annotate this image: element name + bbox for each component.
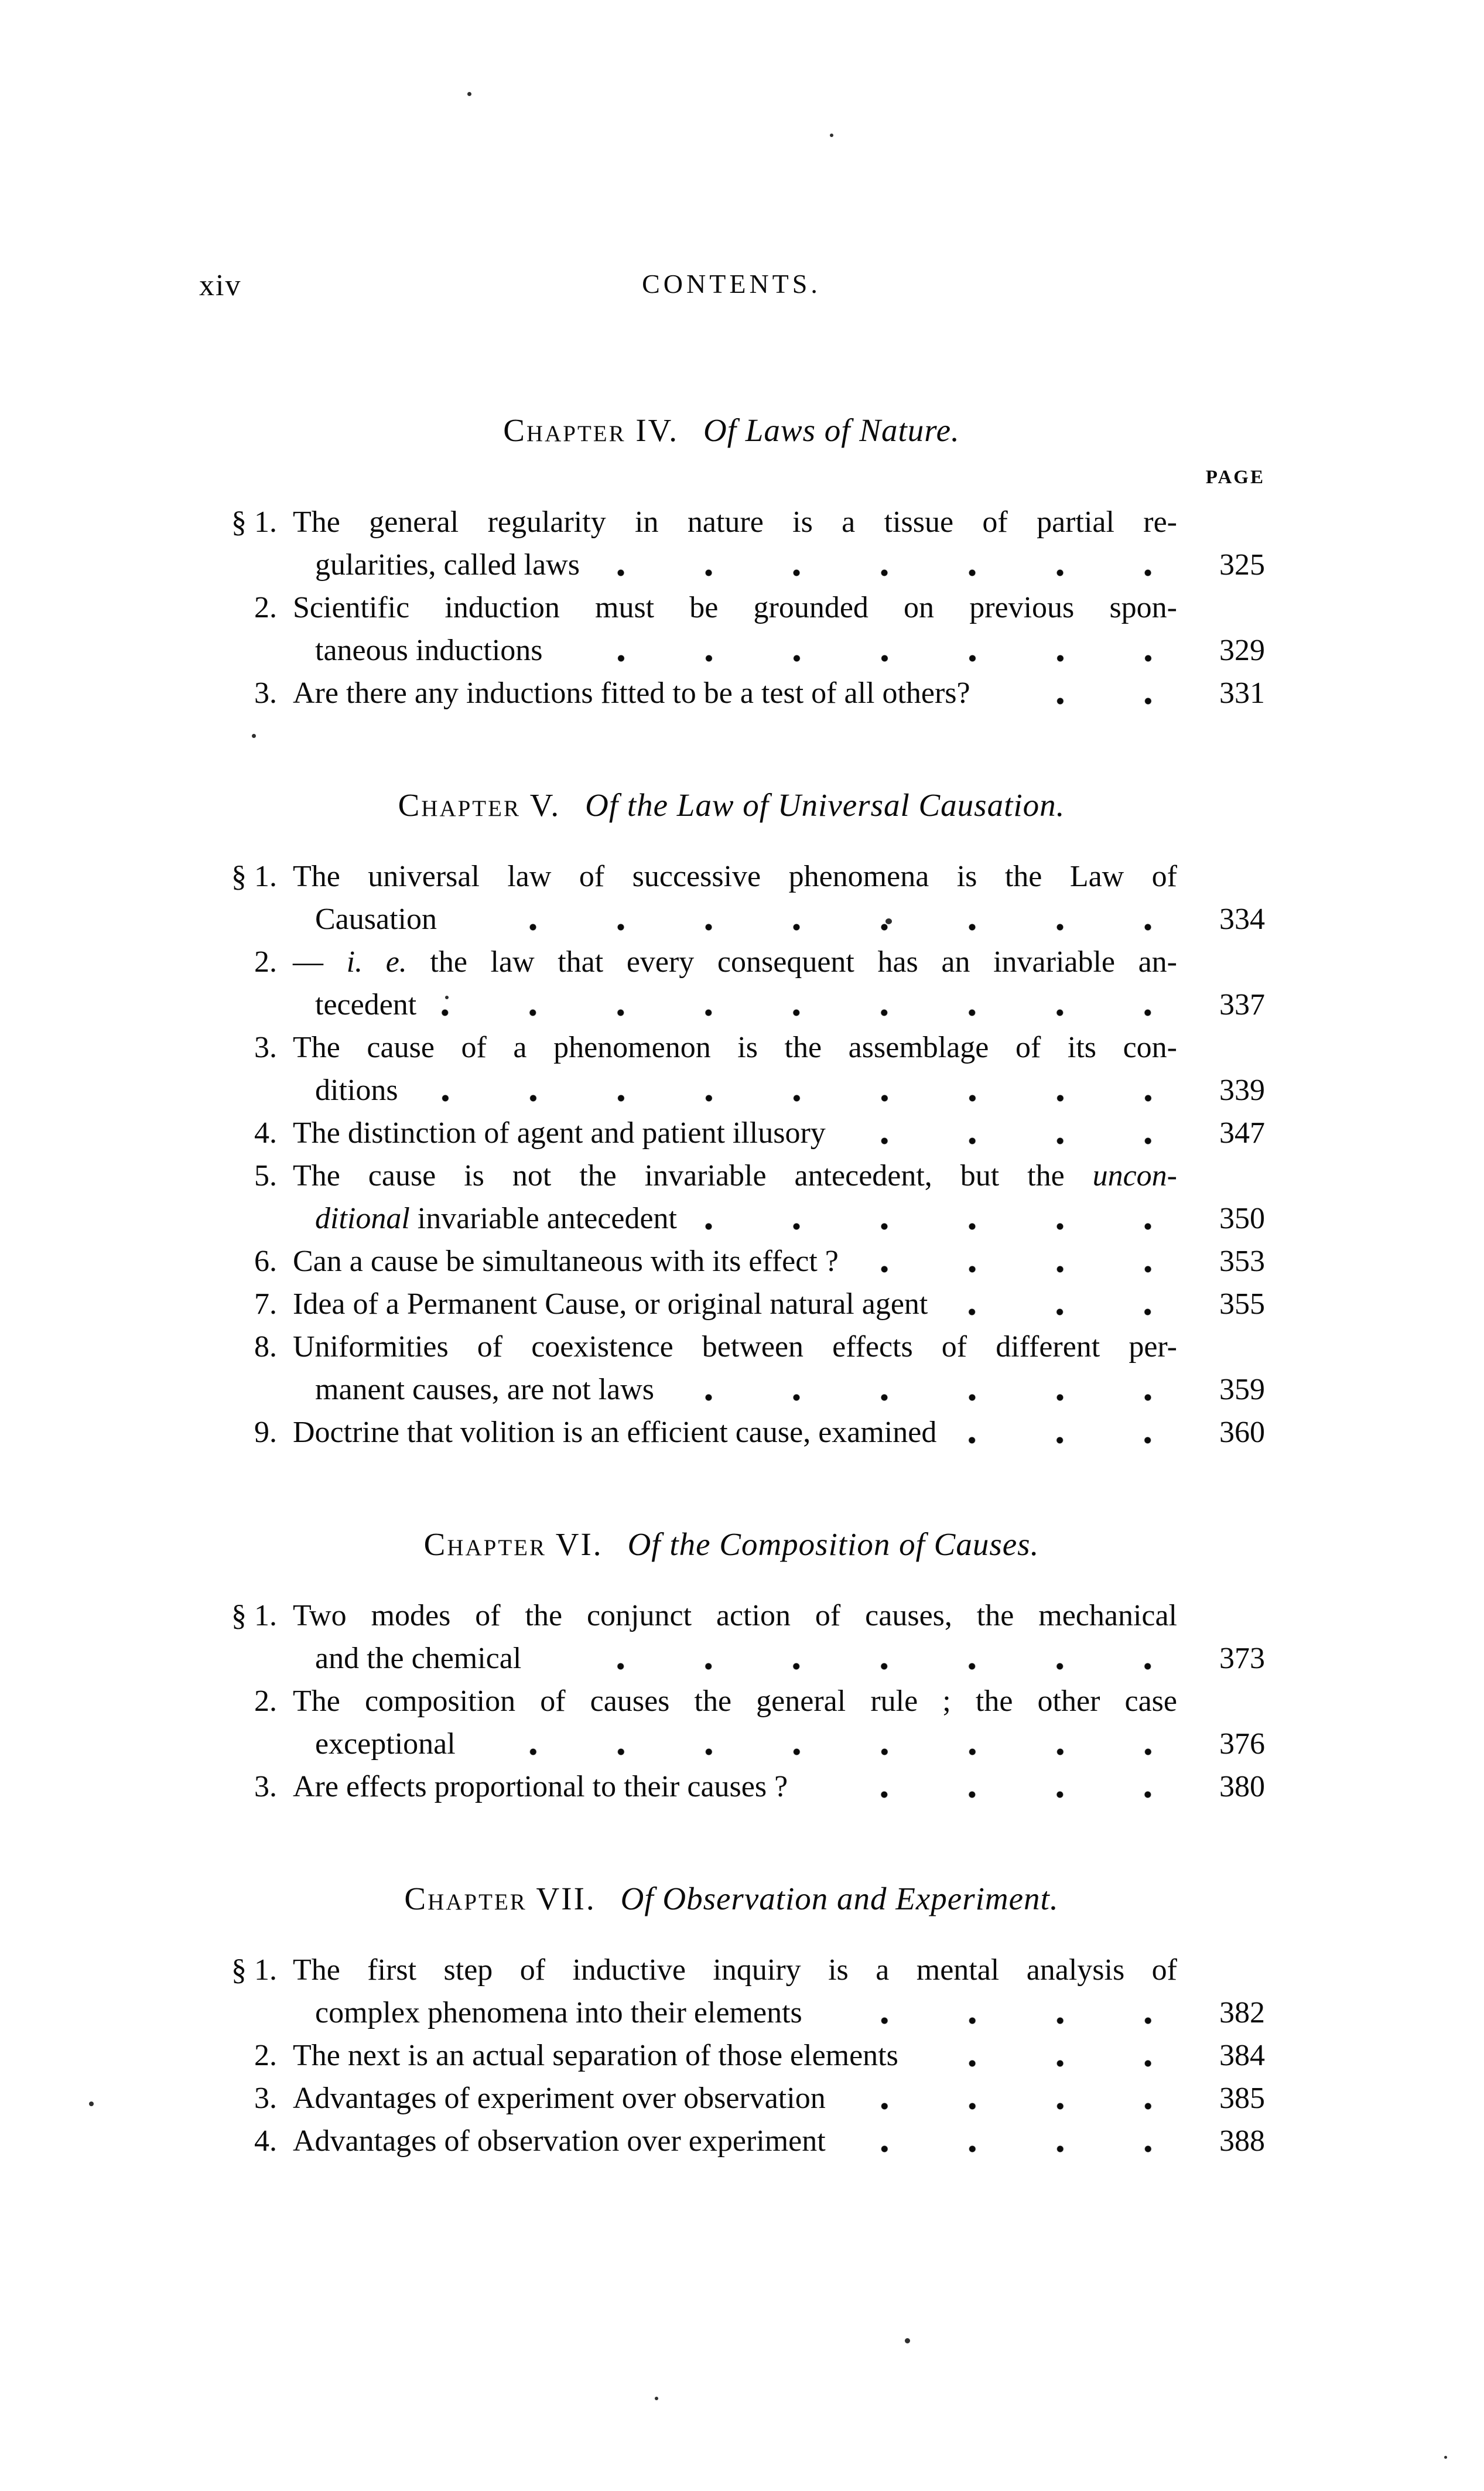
toc-item (198, 586, 1265, 672)
page-column-label: PAGE (1205, 467, 1265, 488)
item-text: manent causes, are not laws (315, 1373, 655, 1406)
item-body (277, 855, 1265, 941)
item-line (293, 1411, 1265, 1454)
toc-item-list (198, 1949, 1265, 2162)
item-number: 3. (254, 1770, 277, 1803)
item-line (293, 2077, 1265, 2120)
item-text: ditions (315, 1074, 398, 1107)
toc-item (198, 1112, 1265, 1154)
leader-dots (437, 1009, 1192, 1017)
ink-speck (1444, 2456, 1447, 2459)
item-text: Doctrine that volition is an efficient cause, examined (293, 1416, 937, 1449)
toc-item (198, 855, 1265, 941)
item-body (277, 1949, 1265, 2034)
item-line (293, 1594, 1265, 1637)
chapter-heading (198, 1524, 1265, 1565)
leader-dots (419, 1094, 1192, 1102)
item-body (277, 1411, 1265, 1454)
item-line (293, 1368, 1265, 1411)
page-number: 339 (1219, 1074, 1265, 1107)
item-body (277, 1240, 1265, 1283)
leader-dots (476, 1748, 1192, 1756)
item-text: and the chemical (315, 1642, 522, 1675)
item-line (293, 941, 1265, 983)
item-body (277, 1325, 1265, 1411)
item-text-italic: i. e. (346, 945, 407, 979)
item-number: 2. (254, 945, 277, 979)
item-line (293, 855, 1265, 898)
item-body (277, 2077, 1265, 2120)
ink-speck (467, 92, 471, 96)
item-number: 3. (254, 1031, 277, 1064)
leader-dots (948, 1308, 1192, 1316)
item-text: gularities, called laws (315, 548, 580, 582)
ink-speck (89, 2102, 94, 2106)
item-line (293, 501, 1265, 544)
item-text: Advantages of observation over experiment (293, 2124, 826, 2158)
item-text: Two modes of the conjunct action of causes, the mechanical (293, 1599, 1177, 1632)
item-line (293, 1325, 1265, 1368)
chapter-title: Of the Composition of Causes. (627, 1526, 1040, 1562)
leader-dots (846, 2102, 1192, 2110)
page-number: 337 (1219, 988, 1265, 1021)
leader-dots (846, 1137, 1192, 1145)
item-line (293, 1949, 1265, 1991)
item-text-segment: — (293, 945, 347, 979)
item-line (293, 1154, 1265, 1197)
item-text: exceptional (315, 1727, 456, 1761)
ink-speck (252, 734, 256, 738)
item-number: 7. (254, 1287, 277, 1321)
item-line (293, 544, 1265, 586)
item-number: § 1. (231, 1599, 277, 1632)
leader-dots (808, 1790, 1192, 1799)
item-body (277, 1026, 1265, 1112)
item-body (277, 1112, 1265, 1154)
ink-speck (445, 996, 449, 999)
item-line (293, 1026, 1265, 1069)
item-line (293, 1991, 1265, 2034)
item-line (293, 1680, 1265, 1723)
leader-dots (697, 1222, 1192, 1231)
chapter-heading (198, 410, 1265, 451)
item-text-segment: the law that every consequent has an invariable an- (406, 945, 1178, 979)
item-line (293, 2034, 1265, 2077)
item-body (277, 586, 1265, 672)
toc-item (198, 672, 1265, 715)
page-number: 353 (1219, 1245, 1265, 1278)
chapter-label: Chapter V. (398, 787, 561, 823)
toc-item (198, 2034, 1265, 2077)
item-body (277, 501, 1265, 586)
ink-speck (905, 2338, 910, 2343)
item-number: 4. (254, 2124, 277, 2158)
toc-item (198, 2120, 1265, 2162)
page-number: 376 (1219, 1727, 1265, 1761)
toc-item (198, 1765, 1265, 1808)
chapter-title: Of the Law of Universal Causation. (585, 787, 1065, 823)
leader-dots (457, 923, 1192, 931)
item-number: 4. (254, 1116, 277, 1150)
item-text: Causation (315, 903, 437, 936)
chapter-label: Chapter VII. (404, 1881, 596, 1916)
item-body (277, 1680, 1265, 1765)
item-body (277, 2120, 1265, 2162)
item-text (293, 945, 1177, 979)
item-text: Can a cause be simultaneous with its effect ? (293, 1245, 839, 1278)
leader-dots (563, 654, 1192, 662)
item-number: 5. (254, 1159, 277, 1192)
toc-item (198, 941, 1265, 1026)
item-body (277, 1154, 1265, 1240)
item-line (293, 1637, 1265, 1680)
chapter-title: Of Observation and Experiment. (620, 1881, 1059, 1916)
page-number: 373 (1219, 1642, 1265, 1675)
page-number: 388 (1219, 2124, 1265, 2158)
leader-dots (957, 1436, 1192, 1444)
leader-dots (859, 1265, 1192, 1273)
item-text: Are effects proportional to their causes ? (293, 1770, 788, 1803)
toc-item (198, 1680, 1265, 1765)
toc-item-list (198, 1594, 1265, 1808)
page-number: 382 (1219, 1996, 1265, 2029)
toc-item (198, 1594, 1265, 1680)
leader-dots (600, 569, 1192, 577)
item-number: 3. (254, 676, 277, 710)
item-number: 9. (254, 1416, 277, 1449)
item-number: § 1. (231, 860, 277, 893)
item-text: Scientific induction must be grounded on previous spon- (293, 591, 1177, 624)
item-text: Are there any inductions fitted to be a test of all others? (293, 676, 970, 710)
chapter-label: Chapter IV. (503, 412, 679, 448)
folio-page-number: xiv (199, 269, 242, 302)
item-text (293, 1197, 677, 1240)
leader-dots (675, 1393, 1192, 1402)
toc-item (198, 1240, 1265, 1283)
page-number: 331 (1219, 676, 1265, 710)
item-text: taneous inductions (315, 634, 543, 667)
page-number: 380 (1219, 1770, 1265, 1803)
table-of-contents (198, 410, 1265, 2162)
toc-item (198, 1411, 1265, 1454)
leader-dots (823, 2017, 1192, 2025)
item-text-italic: uncon- (1092, 1159, 1177, 1192)
page-number: 385 (1219, 2082, 1265, 2115)
item-line (293, 1112, 1265, 1154)
item-text: Uniformities of coexistence between effects of different per- (293, 1330, 1177, 1364)
chapter-heading (198, 785, 1265, 826)
toc-content (198, 266, 1265, 2162)
page-number: 384 (1219, 2039, 1265, 2072)
item-text: The distinction of agent and patient illusory (293, 1116, 826, 1150)
page-number: 334 (1219, 903, 1265, 936)
page-number: 355 (1219, 1287, 1265, 1321)
item-number: 8. (254, 1330, 277, 1364)
page-number: 329 (1219, 634, 1265, 667)
leader-dots (919, 2059, 1192, 2068)
item-line (293, 1069, 1265, 1112)
running-head: CONTENTS. (642, 269, 821, 299)
leader-dots (991, 697, 1192, 705)
toc-item (198, 1283, 1265, 1325)
ink-speck (655, 2397, 658, 2400)
item-line (293, 586, 1265, 629)
item-body (277, 1594, 1265, 1680)
item-line (293, 983, 1265, 1026)
page-number: 325 (1219, 548, 1265, 582)
toc-item-list (198, 501, 1265, 715)
item-text: Advantages of experiment over observation (293, 2082, 826, 2115)
item-line (293, 898, 1265, 941)
item-body (277, 2034, 1265, 2077)
toc-item (198, 1026, 1265, 1112)
item-number: 2. (254, 2039, 277, 2072)
page-number: 360 (1219, 1416, 1265, 1449)
item-line (293, 2120, 1265, 2162)
item-line (293, 672, 1265, 715)
item-number: § 1. (231, 1953, 277, 1987)
item-text: The first step of inductive inquiry is a mental analysis of (293, 1953, 1177, 1987)
page-number: 350 (1219, 1202, 1265, 1235)
toc-item (198, 1949, 1265, 2034)
chapter-title: Of Laws of Nature. (703, 412, 960, 448)
chapter-label: Chapter VI. (423, 1526, 603, 1562)
item-text (293, 1159, 1177, 1192)
item-text: The composition of causes the general rule ; the other case (293, 1684, 1177, 1718)
chapter-heading (198, 1878, 1265, 1919)
item-body (277, 1765, 1265, 1808)
toc-item (198, 1154, 1265, 1240)
item-body (277, 672, 1265, 715)
toc-item (198, 1325, 1265, 1411)
page-number: 359 (1219, 1373, 1265, 1406)
item-text: The universal law of successive phenomena is the Law of (293, 860, 1177, 893)
ink-speck (830, 134, 833, 137)
page-number: 347 (1219, 1116, 1265, 1150)
item-line (293, 629, 1265, 672)
item-line (293, 1240, 1265, 1283)
item-line (293, 1723, 1265, 1765)
item-text: Idea of a Permanent Cause, or original natural agent (293, 1287, 928, 1321)
item-text: The cause of a phenomenon is the assemblage of its con- (293, 1031, 1177, 1064)
item-number: 3. (254, 2082, 277, 2115)
toc-item-list (198, 855, 1265, 1454)
item-body (277, 1283, 1265, 1325)
toc-item (198, 501, 1265, 586)
item-text: The general regularity in nature is a tissue of partial re- (293, 505, 1177, 539)
item-number: 2. (254, 1684, 277, 1718)
item-text-segment: The cause is not the invariable antecedent, but the (293, 1159, 1093, 1192)
item-number: 6. (254, 1245, 277, 1278)
item-number: § 1. (231, 505, 277, 539)
toc-item (198, 2077, 1265, 2120)
item-line (293, 1765, 1265, 1808)
item-line (293, 1197, 1265, 1240)
item-body (277, 941, 1265, 1026)
item-number: 2. (254, 591, 277, 624)
item-text: complex phenomena into their elements (315, 1996, 802, 2029)
item-text: The next is an actual separation of those elements (293, 2039, 898, 2072)
page-header (198, 266, 1265, 302)
item-text-segment: invariable antecedent (409, 1202, 677, 1235)
leader-dots (542, 1662, 1192, 1670)
item-line (293, 1283, 1265, 1325)
item-text: tecedent (315, 988, 417, 1021)
item-text-italic: ditional (315, 1202, 410, 1235)
leader-dots (846, 2145, 1192, 2153)
